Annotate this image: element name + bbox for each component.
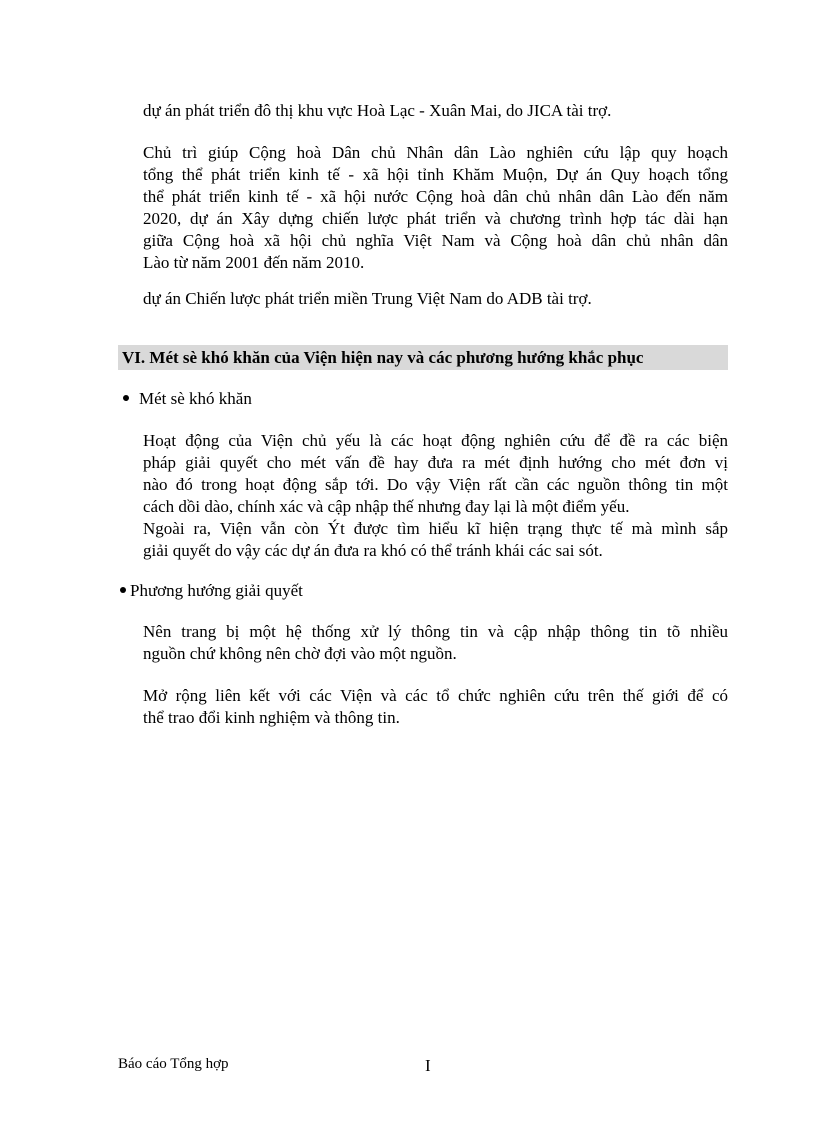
text-line: dự án Chiến lược phát triển miền Trung Việt Nam do ADB tài trợ. bbox=[143, 289, 592, 308]
page-number: I bbox=[425, 1056, 431, 1075]
bullet-icon bbox=[123, 395, 129, 401]
paragraph-difficulties bbox=[143, 430, 728, 562]
text-line: pháp giải quyết cho mét vấn đề hay đưa ra mét định hướng cho mét đơn vị bbox=[143, 453, 728, 472]
section-heading: VI. Mét sè khó khăn của Viện hiện nay và các phương hướng khắc phục bbox=[118, 345, 728, 370]
text-line: Ngoài ra, Viện vẫn còn Ýt được tìm hiểu kĩ hiện trạng thực tế mà mình sắp bbox=[143, 519, 728, 538]
paragraph-solution-1 bbox=[143, 621, 728, 665]
text-line: Mở rộng liên kết với các Viện và các tổ chức nghiên cứu trên thế giới để có bbox=[143, 686, 728, 705]
text-line: nguồn chứ không nên chờ đợi vào một nguồn. bbox=[143, 644, 457, 663]
paragraph-jica bbox=[143, 100, 728, 122]
paragraph-laos bbox=[143, 142, 728, 274]
footer-title: Báo cáo Tổng hợp bbox=[118, 1056, 229, 1072]
text-line: Lào từ năm 2001 đến năm 2010. bbox=[143, 253, 365, 272]
bullet-icon bbox=[120, 587, 126, 593]
text-line: 2020, dự án Xây dựng chiến lược phát triển và chương trình hợp tác dài hạn bbox=[143, 209, 728, 228]
text-line: Nên trang bị một hệ thống xử lý thông tin và cập nhập thông tin tõ nhiều bbox=[143, 622, 728, 641]
bullet-solutions bbox=[120, 580, 303, 602]
text-line: cách dồi dào, chính xác và cập nhập thế nhưng đay lại là một điểm yếu. bbox=[143, 497, 630, 516]
text-line: giữa Cộng hoà xã hội chủ nghĩa Việt Nam và Cộng hoà dân chủ nhân dân bbox=[143, 231, 728, 250]
text-line: tổng thể phát triển kinh tế - xã hội tỉnh Khăm Muộn, Dự án Quy hoạch tổng bbox=[143, 165, 728, 184]
text-line: giải quyết do vậy các dự án đưa ra khó có thể tránh khái các sai sót. bbox=[143, 541, 603, 560]
text-line: dự án phát triển đô thị khu vực Hoà Lạc - Xuân Mai, do JICA tài trợ. bbox=[143, 101, 612, 120]
bullet-label: Mét sè khó khăn bbox=[139, 389, 252, 408]
paragraph-adb bbox=[143, 288, 728, 310]
text-line: thể trao đổi kinh nghiệm và thông tin. bbox=[143, 708, 400, 727]
text-line: nào đó trong hoạt động sắp tới. Do vậy Viện rất cần các nguồn thông tin một bbox=[143, 475, 728, 494]
bullet-difficulties bbox=[123, 388, 252, 410]
text-line: thể phát triển kinh tế - xã hội nước Cộng hoà dân chủ nhân dân Lào đến năm bbox=[143, 187, 728, 206]
text-line: Chủ trì giúp Cộng hoà Dân chủ Nhân dân Lào nghiên cứu lập quy hoạch bbox=[143, 143, 728, 162]
bullet-label: Phương hướng giải quyết bbox=[130, 581, 303, 600]
text-line: Hoạt động của Viện chủ yếu là các hoạt động nghiên cứu để đề ra các biện bbox=[143, 431, 728, 450]
paragraph-solution-2 bbox=[143, 685, 728, 729]
